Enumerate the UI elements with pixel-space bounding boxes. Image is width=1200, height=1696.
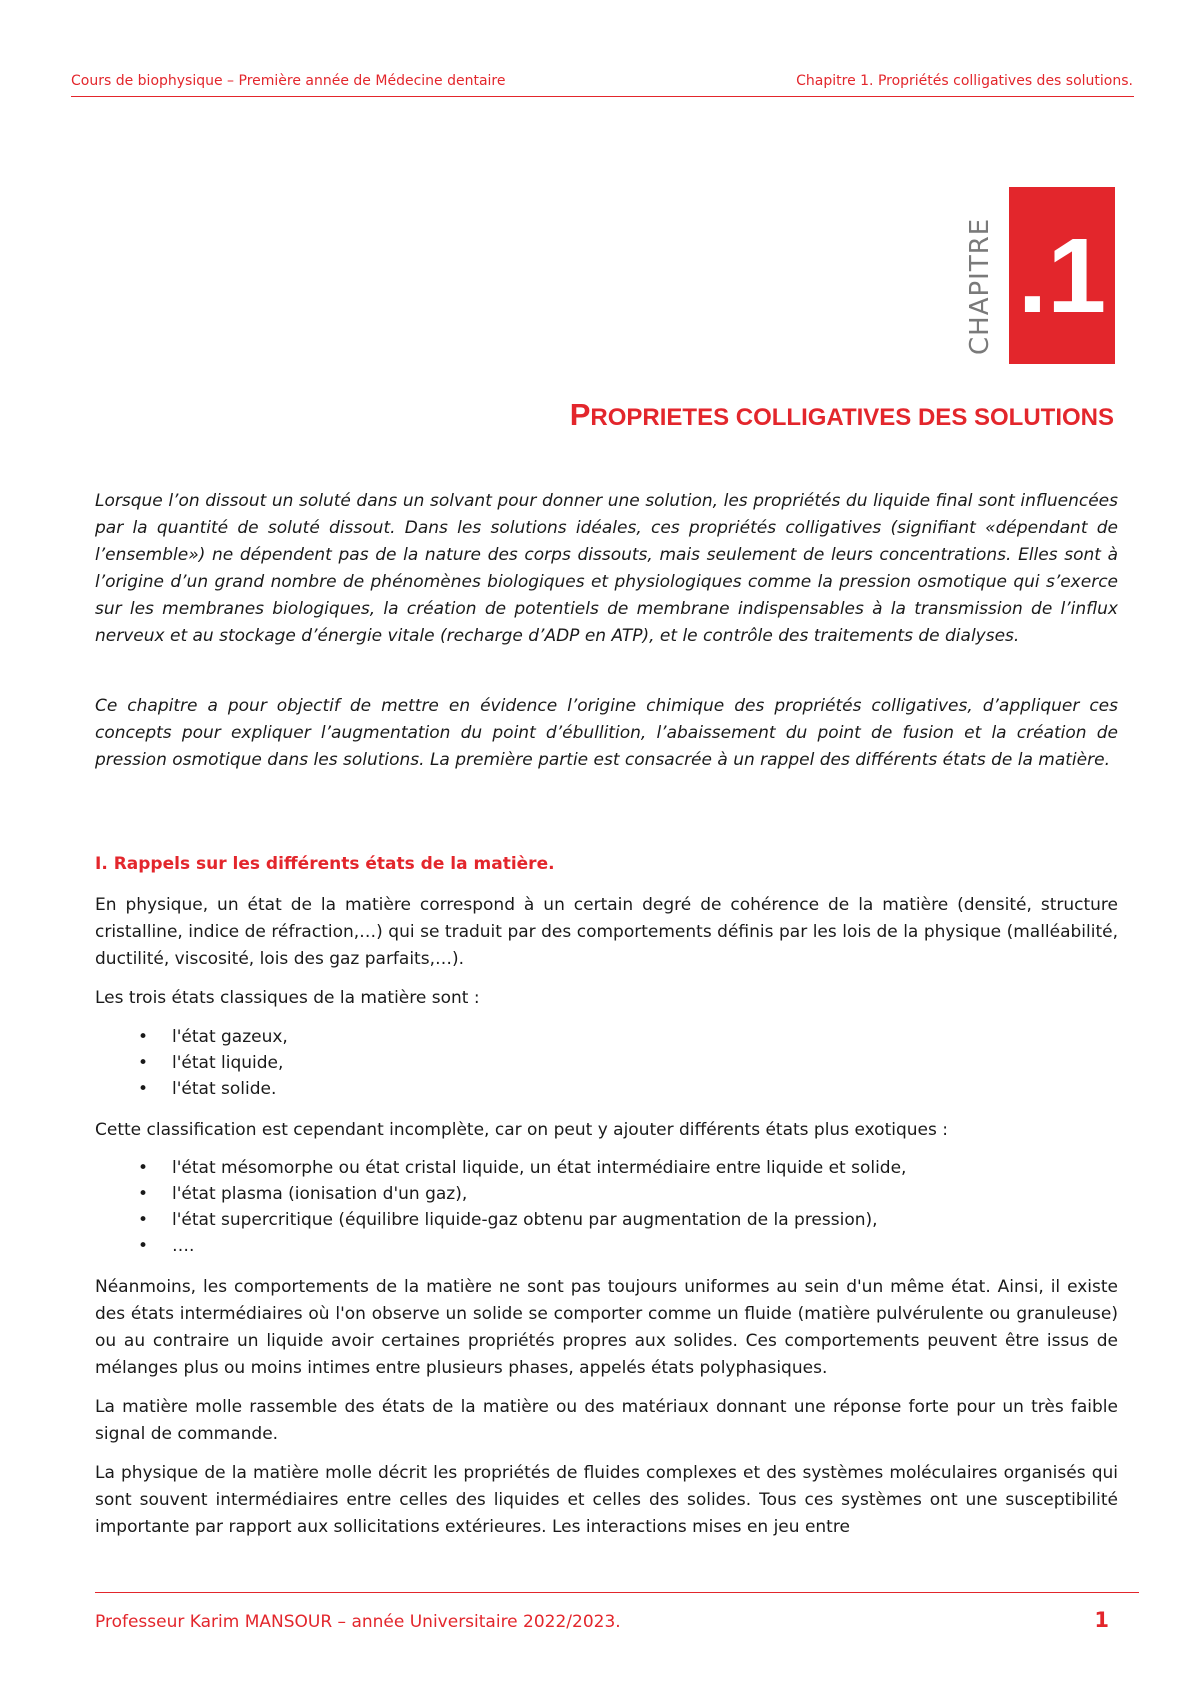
chapter-title-rest: ROPRIETES COLLIGATIVES DES SOLUTIONS <box>590 404 1114 431</box>
list-item: • l'état gazeux, <box>95 1024 288 1050</box>
chapter-label: CHAPITRE <box>965 217 995 355</box>
running-header-chapter: Chapitre 1. Propriétés colligatives des solutions. <box>796 73 1133 89</box>
chapter-number: .1 <box>1017 216 1107 335</box>
intro-paragraph-1: Lorsque l’on dissout un soluté dans un solvant pour donner une solution, les propriétés du liquide final sont influencées par la quantité de soluté dissout. Dans les solutions idéales, ces propriétés colligatives (signifiant «dépendant de l’ensemble») ne dépendent pas de la nature des corps dissouts, mais seulement de leurs concentrations. Elles sont à l’origine d’un grand nombre de phénomènes biologiques et physiologiques comme la pression osmotique qui s’exerce sur les membranes biologiques, la création de potentiels de membrane indispensables à la transmission de l’influx nerveux et au stockage d’énergie vitale (recharge d’ADP en ATP), et le contrôle des traitements de dialyses. <box>95 491 1118 646</box>
intro-paragraph-2: Ce chapitre a pour objectif de mettre en évidence l’origine chimique des propriétés colligatives, d’appliquer ces concepts pour expliquer l’augmentation du point d’ébullition, l’abaissement du point de fusion et la création de pression osmotique dans les solutions. La première partie est consacrée à un rappel des différents états de la matière. <box>95 696 1118 770</box>
list-item: • l'état supercritique (équilibre liquide-gaz obtenu par augmentation de la pression), <box>95 1207 906 1233</box>
footer-divider <box>95 1592 1139 1593</box>
classic-states-list <box>95 1024 288 1102</box>
chapter-number-box <box>1009 187 1115 364</box>
footer-author: Professeur Karim MANSOUR – année Universitaire 2022/2023. <box>95 1612 621 1632</box>
list-item: • l'état mésomorphe ou état cristal liquide, un état intermédiaire entre liquide et solide, <box>95 1155 906 1181</box>
list-item: • …. <box>95 1233 906 1259</box>
header-divider <box>71 96 1134 97</box>
section-heading: I. Rappels sur les différents états de la matière. <box>95 854 555 874</box>
section-paragraph-1: En physique, un état de la matière correspond à un certain degré de cohérence de la matière (densité, structure cristalline, indice de réfraction,…) qui se traduit par des comportements définis par les lois de la physique (malléabilité, ductilité, viscosité, lois des gaz parfaits,…). <box>95 895 1118 969</box>
exotic-states-list <box>95 1155 906 1259</box>
section-paragraph-6: La physique de la matière molle décrit les propriétés de fluides complexes et des systèmes moléculaires organisés qui sont souvent intermédiaires entre celles des liquides et celles des solides. Tous ces systèmes ont une susceptibilité importante par rapport aux sollicitations extérieures. Les interactions mises en jeu entre <box>95 1463 1118 1537</box>
list-item: • l'état solide. <box>95 1076 288 1102</box>
section-paragraph-5: La matière molle rassemble des états de la matière ou des matériaux donnant une réponse forte pour un très faible signal de commande. <box>95 1397 1118 1444</box>
chapter-title-initial: P <box>569 397 591 432</box>
section-paragraph-2: Les trois états classiques de la matière sont : <box>95 988 480 1008</box>
page-number: 1 <box>1094 1608 1109 1632</box>
section-paragraph-3: Cette classification est cependant incomplète, car on peut y ajouter différents états plus exotiques : <box>95 1120 948 1140</box>
list-item: • l'état plasma (ionisation d'un gaz), <box>95 1181 906 1207</box>
chapter-title <box>570 397 1114 433</box>
list-item: • l'état liquide, <box>95 1050 288 1076</box>
section-paragraph-4: Néanmoins, les comportements de la matière ne sont pas toujours uniformes au sein d'un même état. Ainsi, il existe des états intermédiaires où l'on observe un solide se comporter comme un fluide (matière pulvérulente ou granuleuse) ou au contraire un liquide avoir certaines propriétés propres aux solides. Ces comportements peuvent être issus de mélanges plus ou moins intimes entre plusieurs phases, appelés états polyphasiques. <box>95 1277 1118 1378</box>
running-header-course: Cours de biophysique – Première année de Médecine dentaire <box>71 73 506 89</box>
